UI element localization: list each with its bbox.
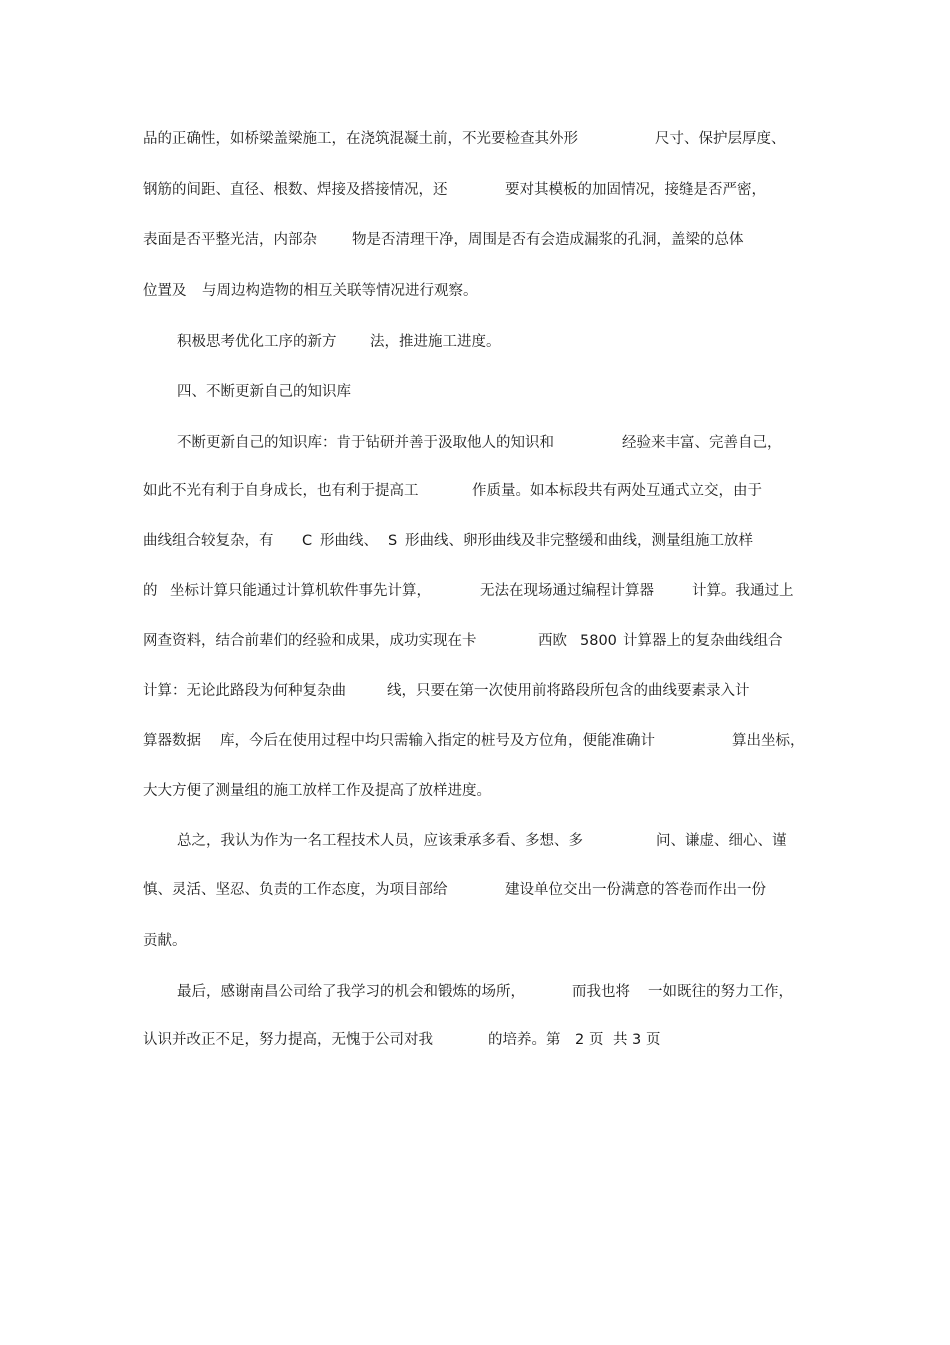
text-line: [0, 580, 794, 602]
text-segment: 四、不断更新自己的知识库: [177, 384, 351, 400]
text-segment: 页: [646, 1032, 661, 1048]
text-segment: 法，推进施工进度。: [370, 334, 501, 350]
text-segment: 如此不光有利于自身成长，也有利于提高工: [143, 483, 419, 499]
text-line: [0, 432, 782, 454]
text-line: [0, 128, 786, 150]
text-segment: 西欧: [538, 633, 567, 649]
text-segment: 库，今后在使用过程中均只需输入指定的桩号及方位角，便能准确计: [220, 733, 655, 749]
text-segment: 位置及: [143, 283, 187, 299]
text-segment: 形曲线、卵形曲线及非完整缓和曲线，测量组施工放样: [405, 533, 753, 549]
text-segment: 问、谦虚、细心、谨: [656, 833, 787, 849]
text-segment: 慎、灵活、坚忍、负责的工作态度，为项目部给: [143, 882, 448, 898]
text-segment: 而我也将: [572, 984, 630, 1000]
page-number-total: 3: [632, 1032, 642, 1048]
text-segment: 要对其模板的加固情况，接缝是否严密，: [505, 182, 766, 198]
text-line: [0, 730, 805, 752]
section-heading: [0, 381, 351, 403]
text-segment: 坐标计算只能通过计算机软件事先计算，: [170, 583, 431, 599]
text-line: [0, 981, 793, 1003]
text-line: [0, 780, 491, 802]
text-line: [0, 530, 753, 552]
text-segment: 计算：无论此路段为何种复杂曲: [143, 683, 346, 699]
text-segment: 物是否清理干净，周围是否有会造成漏浆的孔洞，盖梁的总体: [352, 232, 744, 248]
text-segment: 算器数据: [143, 733, 201, 749]
text-segment: 线，只要在第一次使用前将路段所包含的曲线要素录入计: [387, 683, 750, 699]
text-segment: 页: [589, 1032, 604, 1048]
text-segment: 共: [613, 1032, 628, 1048]
text-segment: 最后，感谢南昌公司给了我学习的机会和锻炼的场所，: [177, 984, 525, 1000]
text-segment: 作质量。如本标段共有两处互通式立交，由于: [472, 483, 762, 499]
text-segment: 尺寸、保护层厚度、: [655, 131, 786, 147]
text-segment: 计算器上的复杂曲线组合: [623, 633, 783, 649]
text-segment: 网查资料，结合前辈们的经验和成果，成功实现在卡: [143, 633, 477, 649]
text-line: [0, 630, 783, 652]
text-line: [0, 179, 766, 201]
text-line: [0, 930, 187, 952]
text-line: [0, 879, 766, 901]
page-number-current: 2: [575, 1032, 585, 1048]
text-segment: 总之，我认为作为一名工程技术人员，应该秉承多看、多想、多: [177, 833, 583, 849]
text-line: [0, 280, 478, 302]
text-segment: 认识并改正不足，努力提高，无愧于公司对我: [143, 1032, 433, 1048]
text-segment: 形曲线、: [320, 533, 378, 549]
text-segment: C: [302, 533, 313, 549]
text-line: [0, 480, 762, 502]
text-line: [0, 680, 750, 702]
text-segment: 建设单位交出一份满意的答卷而作出一份: [505, 882, 766, 898]
text-line: [0, 229, 744, 251]
text-segment: 计算。我通过上: [692, 583, 794, 599]
text-segment: 算出坐标，: [732, 733, 805, 749]
text-segment: 与周边构造物的相互关联等情况进行观察。: [202, 283, 478, 299]
text-line: [0, 1029, 661, 1051]
text-segment: 无法在现场通过编程计算器: [480, 583, 654, 599]
text-segment: 5800: [580, 633, 617, 649]
text-segment: 大大方便了测量组的施工放样工作及提高了放样进度。: [143, 783, 491, 799]
text-segment: 表面是否平整光洁，内部杂: [143, 232, 317, 248]
text-segment: 积极思考优化工序的新方: [177, 334, 337, 350]
text-segment: 不断更新自己的知识库：肯于钻研并善于汲取他人的知识和: [177, 435, 554, 451]
text-segment: 的培养。第: [488, 1032, 561, 1048]
text-segment: 经验来丰富、完善自己，: [622, 435, 782, 451]
text-line: [0, 331, 501, 353]
text-segment: 的: [143, 583, 158, 599]
text-segment: 钢筋的间距、直径、根数、焊接及搭接情况，还: [143, 182, 448, 198]
text-segment: 品的正确性，如桥梁盖梁施工，在浇筑混凝土前，不光要检查其外形: [143, 131, 578, 147]
text-line: [0, 830, 787, 852]
text-segment: 贡献。: [143, 933, 187, 949]
text-segment: S: [388, 533, 398, 549]
text-segment: 一如既往的努力工作，: [648, 984, 793, 1000]
text-segment: 曲线组合较复杂，有: [143, 533, 274, 549]
